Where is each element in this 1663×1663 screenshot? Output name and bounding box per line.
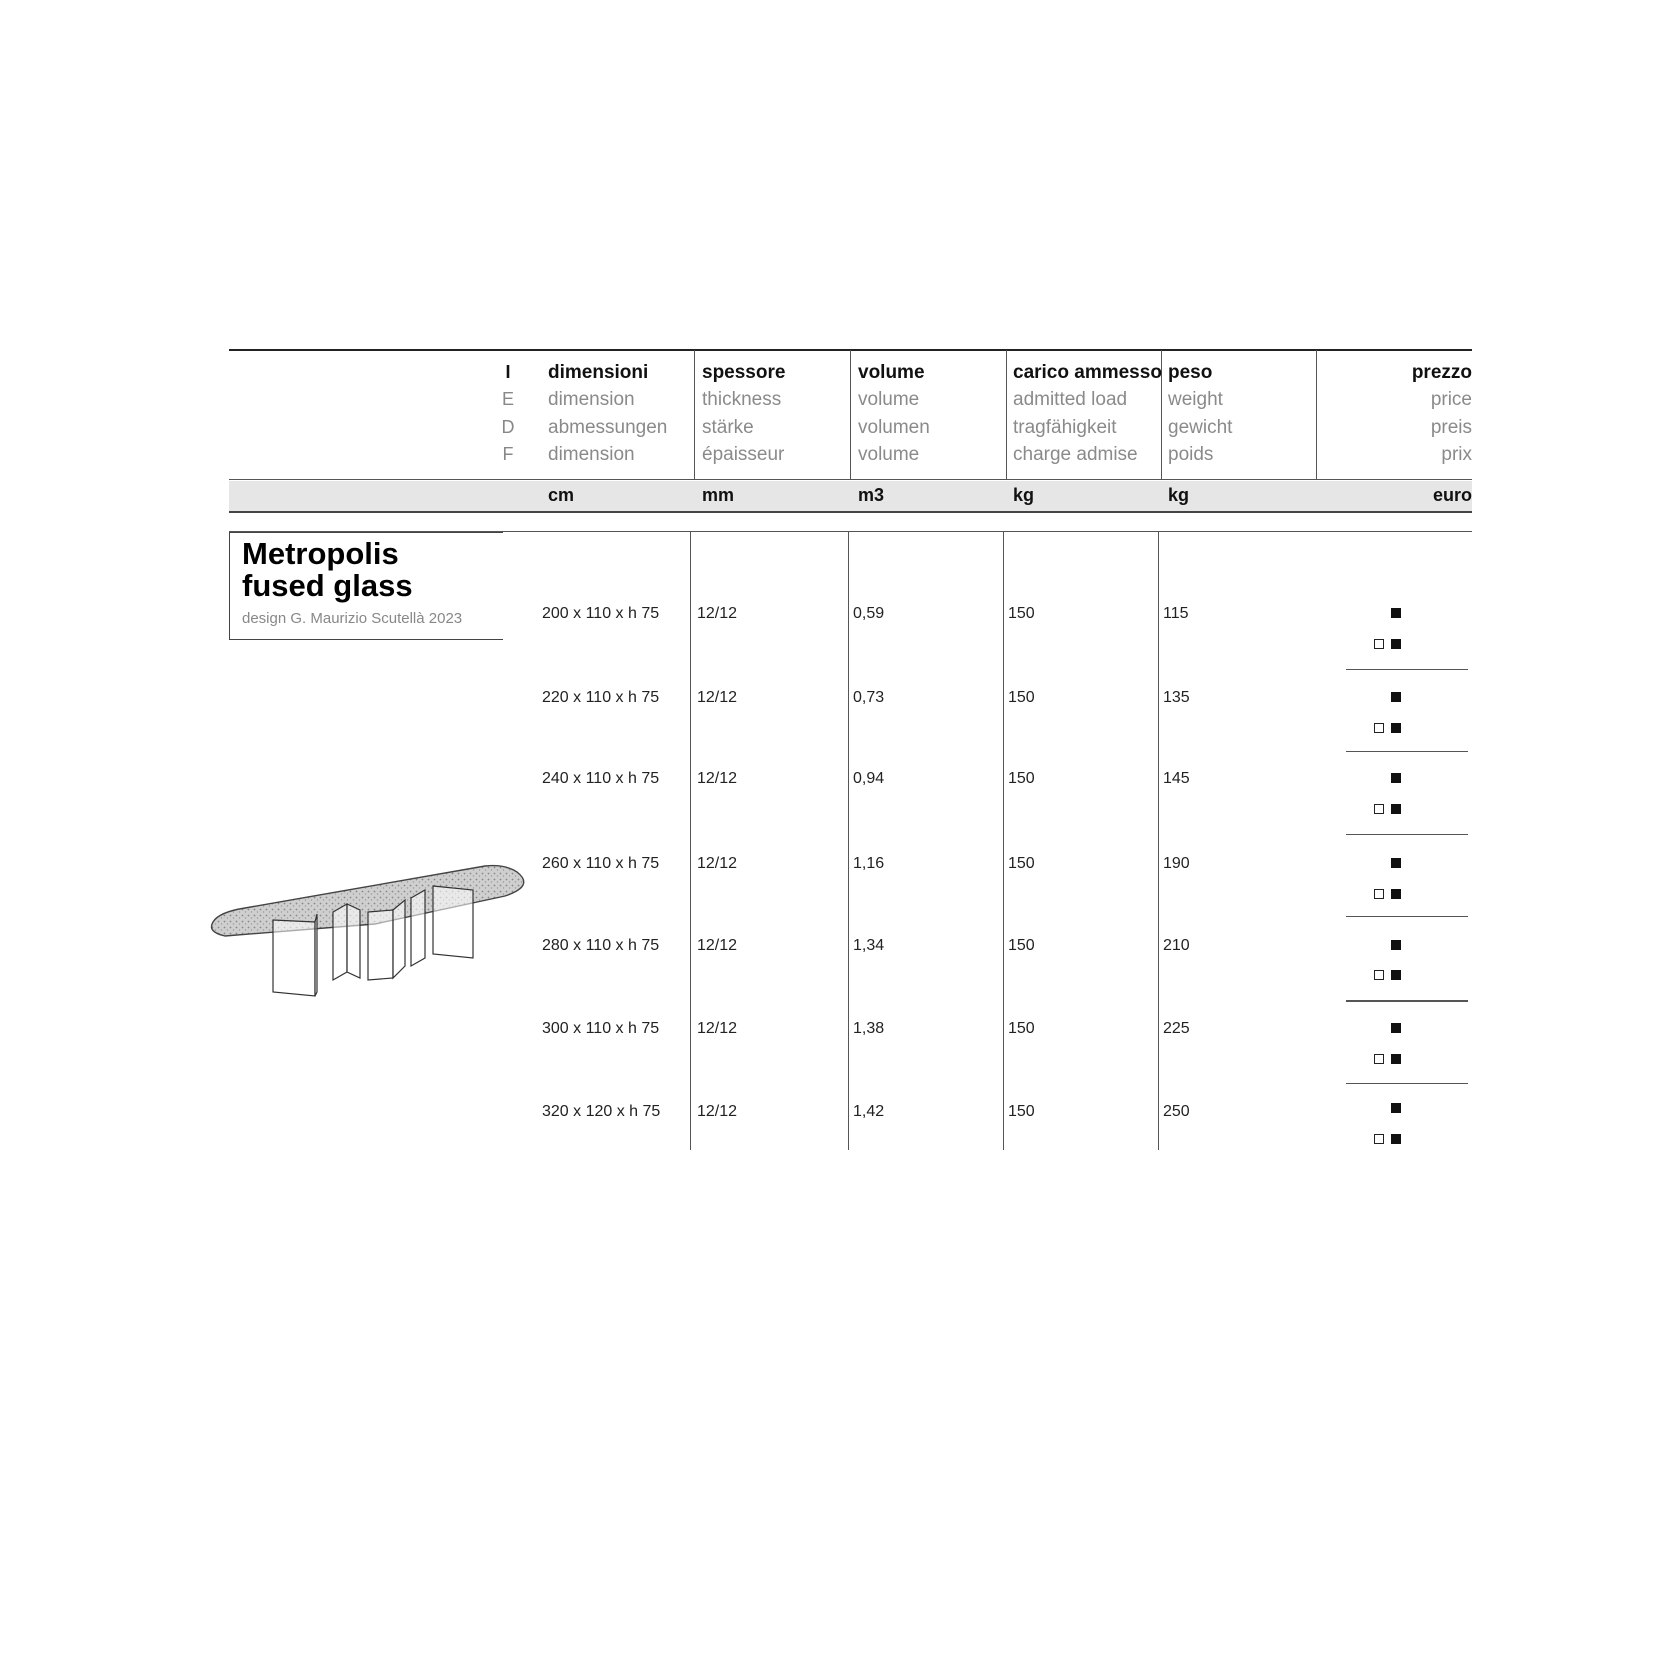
header-weight-de: gewicht [1168,417,1233,438]
row-5-weight: 210 [1163,937,1190,954]
empty-square-icon [1374,1054,1384,1064]
header-load-it: carico ammesso [1013,362,1162,383]
row-2-volume: 0,73 [853,689,885,706]
header-thickness-it: spessore [702,362,786,383]
row-6-volume: 1,38 [853,1020,885,1037]
filled-square-icon [1391,639,1401,649]
header-load-de: tragfähigkeit [1013,417,1117,438]
row-4-thickness: 12/12 [697,855,738,872]
header-col-divider [1006,350,1007,480]
row-2-weight: 135 [1163,689,1190,706]
price-row-divider [1346,916,1468,917]
filled-square-icon [1391,608,1401,618]
unit-band [229,481,1472,513]
header-col-divider [1316,350,1317,480]
header-volume-fr: volume [858,444,920,465]
row-1-volume: 0,59 [853,605,885,622]
filled-square-icon [1391,858,1401,868]
row-1-load: 150 [1008,605,1035,622]
filled-square-icon [1391,1054,1401,1064]
header-dimension-fr: dimension [548,444,635,465]
body-col-divider [848,532,849,1150]
row-4-volume: 1,16 [853,855,885,872]
row-4-weight: 190 [1163,855,1190,872]
row-7-volume: 1,42 [853,1103,885,1120]
header-dimension-de: abmessungen [548,417,668,438]
header-price-de: preis [1430,417,1472,438]
row-3-load: 150 [1008,770,1035,787]
unit-mm: mm [702,485,735,505]
header-thickness-en: thickness [702,389,782,410]
row-2-thickness: 12/12 [697,689,738,706]
header-volume-de: volumen [858,417,930,438]
header-load-en: admitted load [1013,389,1128,410]
row-1-dimension: 200 x 110 x h 75 [542,605,660,622]
product-title [242,538,413,602]
filled-square-icon [1391,773,1401,783]
row-3-dimension: 240 x 110 x h 75 [542,770,660,787]
unit-euro: euro [1432,485,1472,505]
row-5-volume: 1,34 [853,937,885,954]
unit-kg-load: kg [1013,485,1035,505]
row-3-volume: 0,94 [853,770,885,787]
row-2-dimension: 220 x 110 x h 75 [542,689,660,706]
row-4-dimension: 260 x 110 x h 75 [542,855,660,872]
price-row-divider [1346,834,1468,835]
filled-square-icon [1391,723,1401,733]
body-col-divider [1003,532,1004,1150]
header-dimension-it: dimensioni [548,362,649,383]
price-row-divider [1346,751,1468,752]
header-col-divider [850,350,851,480]
filled-square-icon [1391,970,1401,980]
price-row-divider [1346,1000,1468,1002]
empty-square-icon [1374,889,1384,899]
unit-m3: m3 [858,485,885,505]
empty-square-icon [1374,804,1384,814]
unit-cm: cm [548,485,575,505]
filled-square-icon [1391,804,1401,814]
row-6-dimension: 300 x 110 x h 75 [542,1020,660,1037]
lang-letter-f: F [502,444,514,464]
empty-square-icon [1374,639,1384,649]
row-6-load: 150 [1008,1020,1035,1037]
header-dimension-en: dimension [548,389,635,410]
filled-square-icon [1391,1134,1401,1144]
body-col-divider [690,532,691,1150]
lang-letter-d: D [501,417,515,437]
filled-square-icon [1391,1103,1401,1113]
empty-square-icon [1374,970,1384,980]
row-5-dimension: 280 x 110 x h 75 [542,937,660,954]
header-volume-it: volume [858,362,925,383]
product-title-line2: fused glass [242,568,413,603]
unit-band-top-rule [229,479,1472,480]
header-volume-en: volume [858,389,920,410]
row-6-weight: 225 [1163,1020,1190,1037]
row-3-weight: 145 [1163,770,1190,787]
row-7-thickness: 12/12 [697,1103,738,1120]
lang-letter-i: I [505,362,511,382]
row-1-thickness: 12/12 [697,605,738,622]
row-1-weight: 115 [1163,605,1189,622]
row-7-dimension: 320 x 120 x h 75 [542,1103,661,1120]
product-title-box [229,532,503,640]
price-row-divider [1346,1083,1468,1084]
filled-square-icon [1391,940,1401,950]
header-price-fr: prix [1441,444,1472,465]
header-weight-it: peso [1168,362,1213,383]
header-price-it: prezzo [1411,362,1472,383]
row-5-load: 150 [1008,937,1035,954]
lang-letter-e: E [501,389,514,409]
product-title-line1: Metropolis [242,536,399,571]
row-7-weight: 250 [1163,1103,1190,1120]
product-designer: design G. Maurizio Scutellà 2023 [242,610,463,627]
unit-kg-weight: kg [1168,485,1190,505]
row-3-thickness: 12/12 [697,770,738,787]
header-col-divider [694,350,695,480]
header-thickness-de: stärke [702,417,754,438]
table-illustration [205,860,535,1006]
row-6-thickness: 12/12 [697,1020,738,1037]
header-load-fr: charge admise [1013,444,1138,465]
filled-square-icon [1391,692,1401,702]
header-price-en: price [1430,389,1472,410]
row-2-load: 150 [1008,689,1035,706]
empty-square-icon [1374,1134,1384,1144]
header-weight-fr: poids [1168,444,1214,465]
empty-square-icon [1374,723,1384,733]
body-col-divider [1158,532,1159,1150]
filled-square-icon [1391,889,1401,899]
row-7-load: 150 [1008,1103,1035,1120]
row-5-thickness: 12/12 [697,937,738,954]
filled-square-icon [1391,1023,1401,1033]
price-row-divider [1346,669,1468,670]
header-thickness-fr: épaisseur [702,444,785,465]
row-4-load: 150 [1008,855,1035,872]
header-weight-en: weight [1168,389,1223,410]
